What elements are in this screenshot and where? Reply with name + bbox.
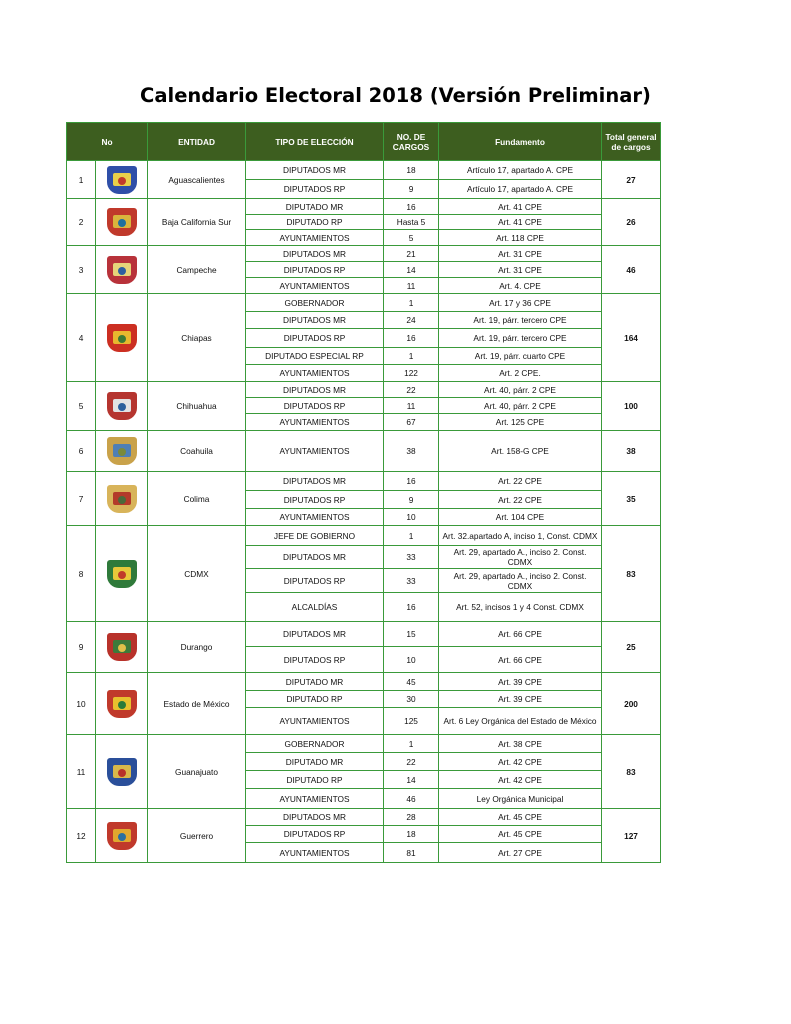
seat-count: 81 bbox=[384, 843, 439, 863]
cdmx-coat-of-arms-icon bbox=[103, 559, 141, 589]
aguascalientes-coat-of-arms-icon bbox=[103, 165, 141, 195]
legal-basis: Art. 45 CPE bbox=[439, 809, 602, 826]
table-row bbox=[67, 246, 661, 262]
seat-count: 122 bbox=[384, 365, 439, 382]
entity-name: Guerrero bbox=[148, 809, 246, 863]
seat-count: 1 bbox=[384, 526, 439, 546]
seat-count: 38 bbox=[384, 431, 439, 472]
entity-number: 7 bbox=[67, 472, 96, 526]
table-row bbox=[67, 382, 661, 398]
seat-count: Hasta 5 bbox=[384, 215, 439, 230]
entity-number: 11 bbox=[67, 735, 96, 809]
legal-basis: Art. 22 CPE bbox=[439, 491, 602, 509]
seat-count: 67 bbox=[384, 414, 439, 431]
guanajuato-coat-of-arms-icon bbox=[103, 757, 141, 787]
election-type: DIPUTADO RP bbox=[246, 691, 384, 708]
election-type: DIPUTADO MR bbox=[246, 199, 384, 215]
total-seats: 25 bbox=[602, 622, 661, 673]
seat-count: 14 bbox=[384, 262, 439, 278]
election-type: GOBERNADOR bbox=[246, 735, 384, 753]
legal-basis: Art. 66 CPE bbox=[439, 647, 602, 673]
seat-count: 22 bbox=[384, 753, 439, 771]
entity-crest-cell bbox=[96, 294, 148, 382]
election-type: DIPUTADOS RP bbox=[246, 398, 384, 414]
table-row bbox=[67, 735, 661, 753]
legal-basis: Art. 39 CPE bbox=[439, 673, 602, 691]
legal-basis: Art. 42 CPE bbox=[439, 771, 602, 789]
election-type: AYUNTAMIENTOS bbox=[246, 789, 384, 809]
election-type: AYUNTAMIENTOS bbox=[246, 414, 384, 431]
table-row bbox=[67, 622, 661, 647]
durango-coat-of-arms-icon bbox=[103, 632, 141, 662]
table-header-row bbox=[67, 123, 661, 161]
seat-count: 14 bbox=[384, 771, 439, 789]
table-row bbox=[67, 673, 661, 691]
legal-basis: Art. 158-G CPE bbox=[439, 431, 602, 472]
estado-de-mexico-coat-of-arms-icon bbox=[103, 689, 141, 719]
election-type: DIPUTADO RP bbox=[246, 215, 384, 230]
total-seats: 83 bbox=[602, 526, 661, 622]
total-seats: 26 bbox=[602, 199, 661, 246]
election-type: AYUNTAMIENTOS bbox=[246, 230, 384, 246]
table-row bbox=[67, 199, 661, 215]
header-no: No bbox=[67, 123, 148, 161]
total-seats: 100 bbox=[602, 382, 661, 431]
election-type: DIPUTADOS MR bbox=[246, 546, 384, 569]
entity-crest-cell bbox=[96, 622, 148, 673]
legal-basis: Art. 41 CPE bbox=[439, 199, 602, 215]
baja-california-sur-coat-of-arms-icon bbox=[103, 207, 141, 237]
legal-basis: Art. 32.apartado A, inciso 1, Const. CDMX bbox=[439, 526, 602, 546]
election-type: AYUNTAMIENTOS bbox=[246, 365, 384, 382]
legal-basis: Art. 19, párr. cuarto CPE bbox=[439, 348, 602, 365]
total-seats: 164 bbox=[602, 294, 661, 382]
header-cargos: NO. DE CARGOS bbox=[384, 123, 439, 161]
legal-basis: Ley Orgánica Municipal bbox=[439, 789, 602, 809]
table-row bbox=[67, 294, 661, 312]
seat-count: 16 bbox=[384, 472, 439, 491]
table-row bbox=[67, 526, 661, 546]
seat-count: 16 bbox=[384, 593, 439, 622]
seat-count: 16 bbox=[384, 199, 439, 215]
election-type: AYUNTAMIENTOS bbox=[246, 431, 384, 472]
entity-crest-cell bbox=[96, 472, 148, 526]
header-entidad: ENTIDAD bbox=[148, 123, 246, 161]
seat-count: 9 bbox=[384, 180, 439, 199]
chihuahua-coat-of-arms-icon bbox=[103, 391, 141, 421]
legal-basis: Art. 22 CPE bbox=[439, 472, 602, 491]
legal-basis: Art. 42 CPE bbox=[439, 753, 602, 771]
legal-basis: Art. 17 y 36 CPE bbox=[439, 294, 602, 312]
header-total: Total general de cargos bbox=[602, 123, 661, 161]
total-seats: 46 bbox=[602, 246, 661, 294]
election-type: DIPUTADOS RP bbox=[246, 329, 384, 348]
election-type: DIPUTADOS MR bbox=[246, 472, 384, 491]
entity-number: 6 bbox=[67, 431, 96, 472]
seat-count: 9 bbox=[384, 491, 439, 509]
election-type: DIPUTADOS RP bbox=[246, 262, 384, 278]
legal-basis: Art. 40, párr. 2 CPE bbox=[439, 398, 602, 414]
total-seats: 127 bbox=[602, 809, 661, 863]
legal-basis: Art. 125 CPE bbox=[439, 414, 602, 431]
seat-count: 1 bbox=[384, 348, 439, 365]
election-type: DIPUTADOS RP bbox=[246, 826, 384, 843]
table-row bbox=[67, 161, 661, 180]
entity-number: 12 bbox=[67, 809, 96, 863]
entity-crest-cell bbox=[96, 809, 148, 863]
entity-crest-cell bbox=[96, 161, 148, 199]
entity-crest-cell bbox=[96, 735, 148, 809]
legal-basis: Art. 4. CPE bbox=[439, 278, 602, 294]
election-type: GOBERNADOR bbox=[246, 294, 384, 312]
legal-basis: Art. 2 CPE. bbox=[439, 365, 602, 382]
seat-count: 30 bbox=[384, 691, 439, 708]
seat-count: 10 bbox=[384, 509, 439, 526]
colima-coat-of-arms-icon bbox=[103, 484, 141, 514]
entity-crest-cell bbox=[96, 526, 148, 622]
election-type: DIPUTADO RP bbox=[246, 771, 384, 789]
seat-count: 5 bbox=[384, 230, 439, 246]
legal-basis: Art. 19, párr. tercero CPE bbox=[439, 329, 602, 348]
seat-count: 1 bbox=[384, 294, 439, 312]
legal-basis: Art. 19, párr. tercero CPE bbox=[439, 312, 602, 329]
page-title: Calendario Electoral 2018 (Versión Preliminar) bbox=[140, 84, 651, 107]
total-seats: 35 bbox=[602, 472, 661, 526]
entity-name: Campeche bbox=[148, 246, 246, 294]
legal-basis: Art. 29, apartado A., inciso 2. Const. CDMX bbox=[439, 546, 602, 569]
seat-count: 1 bbox=[384, 735, 439, 753]
entity-name: Estado de México bbox=[148, 673, 246, 735]
table-row bbox=[67, 809, 661, 826]
legal-basis: Art. 118 CPE bbox=[439, 230, 602, 246]
seat-count: 22 bbox=[384, 382, 439, 398]
total-seats: 27 bbox=[602, 161, 661, 199]
entity-name: CDMX bbox=[148, 526, 246, 622]
legal-basis: Artículo 17, apartado A. CPE bbox=[439, 180, 602, 199]
coahuila-coat-of-arms-icon bbox=[103, 436, 141, 466]
election-type: ALCALDÍAS bbox=[246, 593, 384, 622]
legal-basis: Art. 45 CPE bbox=[439, 826, 602, 843]
entity-name: Chihuahua bbox=[148, 382, 246, 431]
seat-count: 16 bbox=[384, 329, 439, 348]
legal-basis: Art. 41 CPE bbox=[439, 215, 602, 230]
election-type: DIPUTADO ESPECIAL RP bbox=[246, 348, 384, 365]
total-seats: 38 bbox=[602, 431, 661, 472]
seat-count: 15 bbox=[384, 622, 439, 647]
election-type: DIPUTADOS MR bbox=[246, 312, 384, 329]
election-type: JEFE DE GOBIERNO bbox=[246, 526, 384, 546]
entity-number: 1 bbox=[67, 161, 96, 199]
seat-count: 28 bbox=[384, 809, 439, 826]
entity-crest-cell bbox=[96, 431, 148, 472]
guerrero-coat-of-arms-icon bbox=[103, 821, 141, 851]
seat-count: 33 bbox=[384, 546, 439, 569]
seat-count: 46 bbox=[384, 789, 439, 809]
election-type: AYUNTAMIENTOS bbox=[246, 843, 384, 863]
entity-number: 2 bbox=[67, 199, 96, 246]
seat-count: 33 bbox=[384, 569, 439, 593]
header-fundamento: Fundamento bbox=[439, 123, 602, 161]
legal-basis: Artículo 17, apartado A. CPE bbox=[439, 161, 602, 180]
entity-name: Chiapas bbox=[148, 294, 246, 382]
electoral-calendar-table bbox=[66, 122, 661, 863]
header-tipo: TIPO DE ELECCIÓN bbox=[246, 123, 384, 161]
legal-basis: Art. 40, párr. 2 CPE bbox=[439, 382, 602, 398]
seat-count: 10 bbox=[384, 647, 439, 673]
entity-name: Colima bbox=[148, 472, 246, 526]
election-type: DIPUTADOS MR bbox=[246, 161, 384, 180]
legal-basis: Art. 66 CPE bbox=[439, 622, 602, 647]
entity-crest-cell bbox=[96, 199, 148, 246]
legal-basis: Art. 31 CPE bbox=[439, 246, 602, 262]
election-type: DIPUTADOS MR bbox=[246, 246, 384, 262]
legal-basis: Art. 39 CPE bbox=[439, 691, 602, 708]
legal-basis: Art. 31 CPE bbox=[439, 262, 602, 278]
election-type: DIPUTADOS MR bbox=[246, 809, 384, 826]
election-type: AYUNTAMIENTOS bbox=[246, 708, 384, 735]
seat-count: 18 bbox=[384, 826, 439, 843]
entity-number: 8 bbox=[67, 526, 96, 622]
table-row bbox=[67, 431, 661, 472]
legal-basis: Art. 6 Ley Orgánica del Estado de México bbox=[439, 708, 602, 735]
election-type: DIPUTADOS RP bbox=[246, 569, 384, 593]
seat-count: 21 bbox=[384, 246, 439, 262]
entity-number: 4 bbox=[67, 294, 96, 382]
election-type: DIPUTADOS MR bbox=[246, 382, 384, 398]
total-seats: 200 bbox=[602, 673, 661, 735]
entity-name: Coahuila bbox=[148, 431, 246, 472]
election-type: DIPUTADO MR bbox=[246, 673, 384, 691]
entity-number: 5 bbox=[67, 382, 96, 431]
election-type: AYUNTAMIENTOS bbox=[246, 509, 384, 526]
legal-basis: Art. 52, incisos 1 y 4 Const. CDMX bbox=[439, 593, 602, 622]
seat-count: 45 bbox=[384, 673, 439, 691]
campeche-coat-of-arms-icon bbox=[103, 255, 141, 285]
seat-count: 125 bbox=[384, 708, 439, 735]
total-seats: 83 bbox=[602, 735, 661, 809]
election-type: AYUNTAMIENTOS bbox=[246, 278, 384, 294]
entity-crest-cell bbox=[96, 382, 148, 431]
table-row bbox=[67, 472, 661, 491]
legal-basis: Art. 104 CPE bbox=[439, 509, 602, 526]
entity-number: 3 bbox=[67, 246, 96, 294]
entity-name: Aguascalientes bbox=[148, 161, 246, 199]
entity-name: Durango bbox=[148, 622, 246, 673]
chiapas-coat-of-arms-icon bbox=[103, 323, 141, 353]
legal-basis: Art. 27 CPE bbox=[439, 843, 602, 863]
election-type: DIPUTADOS RP bbox=[246, 647, 384, 673]
election-type: DIPUTADO MR bbox=[246, 753, 384, 771]
entity-name: Guanajuato bbox=[148, 735, 246, 809]
election-type: DIPUTADOS RP bbox=[246, 180, 384, 199]
seat-count: 18 bbox=[384, 161, 439, 180]
election-type: DIPUTADOS MR bbox=[246, 622, 384, 647]
entity-name: Baja California Sur bbox=[148, 199, 246, 246]
seat-count: 11 bbox=[384, 398, 439, 414]
seat-count: 24 bbox=[384, 312, 439, 329]
legal-basis: Art. 29, apartado A., inciso 2. Const. CDMX bbox=[439, 569, 602, 593]
seat-count: 11 bbox=[384, 278, 439, 294]
election-type: DIPUTADOS RP bbox=[246, 491, 384, 509]
entity-crest-cell bbox=[96, 673, 148, 735]
legal-basis: Art. 38 CPE bbox=[439, 735, 602, 753]
entity-number: 10 bbox=[67, 673, 96, 735]
entity-crest-cell bbox=[96, 246, 148, 294]
entity-number: 9 bbox=[67, 622, 96, 673]
